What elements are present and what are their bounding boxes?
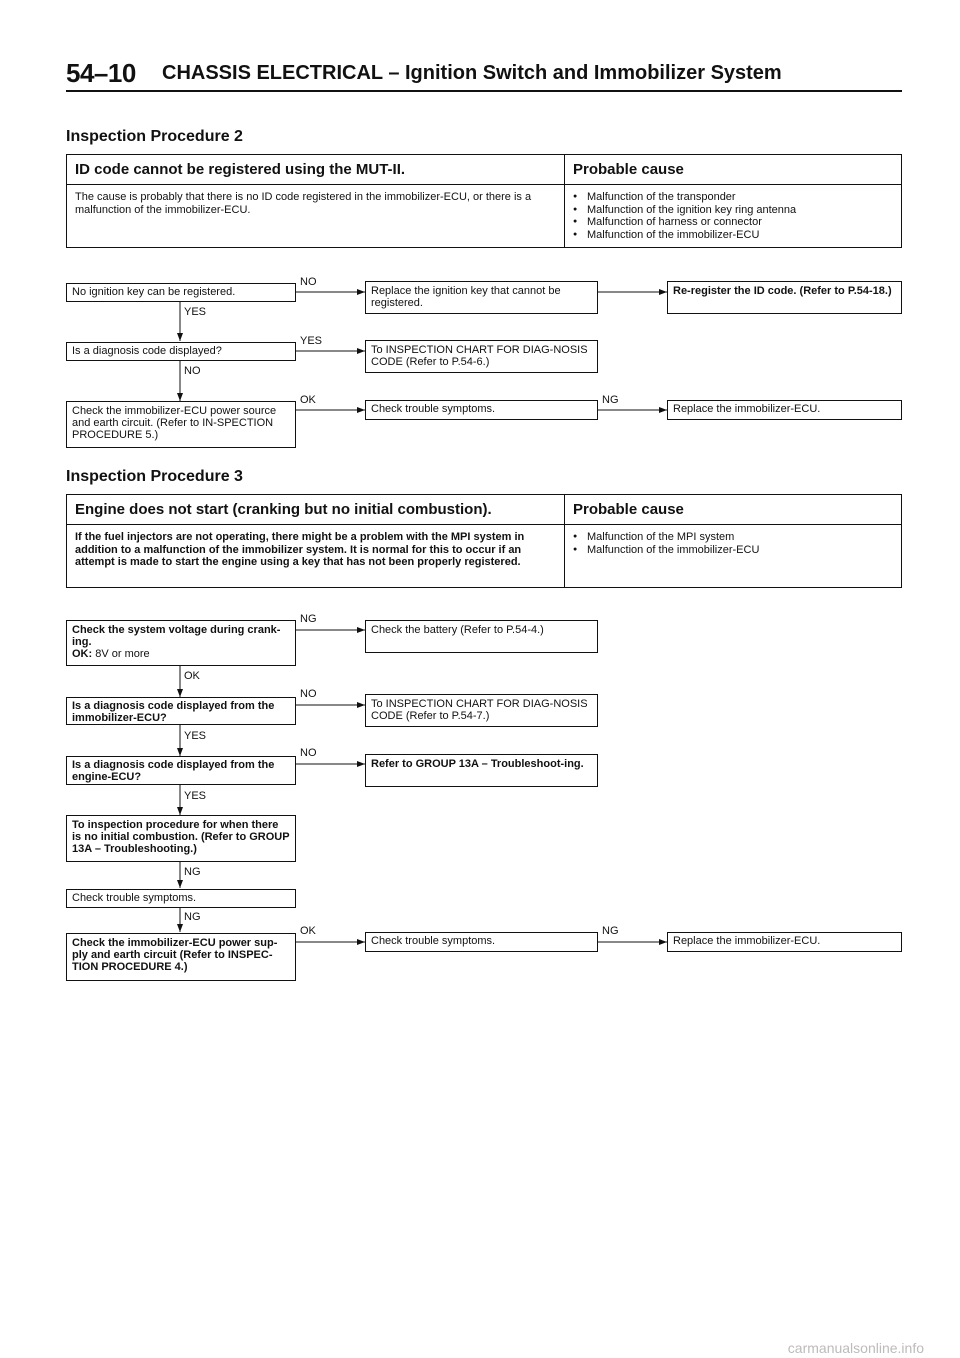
p2-action-replace-key: Replace the ignition key that cannot be registered. <box>365 281 598 314</box>
p3-s1-text: Check the system voltage during crank-ing. <box>72 624 281 648</box>
p2-step-diagnosis-code: Is a diagnosis code displayed? <box>66 342 296 361</box>
list-item: ● Malfunction of the transponder <box>573 191 893 204</box>
p3-s6-ok-label: OK <box>300 925 316 937</box>
p3-action-check-symptoms: Check trouble symptoms. <box>365 932 598 952</box>
procedure-2-table <box>66 154 902 248</box>
p2-step-check-power-source: Check the immobilizer-ECU power source and earth circuit. (Refer to IN-SPECTION PROCEDURE 5.) <box>66 401 296 448</box>
footer-watermark: carmanualsonline.info <box>787 1340 924 1356</box>
p3-s2-yes-label: YES <box>184 730 207 742</box>
p3-s1-ng-label: NG <box>300 613 317 625</box>
p3-s3-no-label: NO <box>300 747 317 759</box>
p3-step-check-system-voltage <box>66 620 296 666</box>
list-item: ● Malfunction of the MPI system <box>573 531 893 544</box>
p3-action-inspection-chart: To INSPECTION CHART FOR DIAG-NOSIS CODE (Refer to P.54-7.) <box>365 694 598 727</box>
p2-action-check-symptoms: Check trouble symptoms. <box>365 400 598 420</box>
list-item: ● Malfunction of the immobilizer-ECU <box>573 229 893 242</box>
p3-s3-yes-label: YES <box>184 790 207 802</box>
p3-step-engine-ecu-code: Is a diagnosis code displayed from the engine-ECU? <box>66 756 296 785</box>
p3-step-check-power-supply: Check the immobilizer-ECU power sup-ply and earth circuit (Refer to INSPEC-TION PROCEDURE 4.) <box>66 933 296 981</box>
procedure-3-heading: Inspection Procedure 3 <box>66 468 243 485</box>
p3-s6-ng-label: NG <box>602 925 619 937</box>
list-item: ● Malfunction of harness or connector <box>573 216 893 229</box>
procedure-2-heading: Inspection Procedure 2 <box>66 128 243 145</box>
p3-s1-ok-prefix: OK: <box>72 648 93 660</box>
procedure-3-table <box>66 494 902 588</box>
p2-q1-yes-label: YES <box>184 306 207 318</box>
p3-s5-ng-label: NG <box>184 911 201 923</box>
probable-cause-header: Probable cause <box>573 161 684 178</box>
p2-q2-yes-label: YES <box>300 335 323 347</box>
page-title: CHASSIS ELECTRICAL – Ignition Switch and Immobilizer System <box>162 62 782 84</box>
p2-final-replace-ecu: Replace the immobilizer-ECU. <box>667 400 902 420</box>
p3-final-replace-ecu: Replace the immobilizer-ECU. <box>667 932 902 952</box>
symptom-title: ID code cannot be registered using the MUT-II. <box>75 161 406 178</box>
page-number: 54–10 <box>66 58 136 88</box>
p2-final-reregister-id: Re-register the ID code. (Refer to P.54-18.) <box>667 281 902 314</box>
p2-step-no-key-registered: No ignition key can be registered. <box>66 283 296 302</box>
p2-action-inspection-chart: To INSPECTION CHART FOR DIAG-NOSIS CODE (Refer to P.54-6.) <box>365 340 598 373</box>
p3-step-no-initial-combustion: To inspection procedure for when there is no initial combustion. (Refer to GROUP 13A – Troubleshooting.) <box>66 815 296 862</box>
probable-cause-list <box>573 531 893 556</box>
p2-q2-no-label: NO <box>184 365 201 377</box>
p3-s4-ng-label: NG <box>184 866 201 878</box>
p3-s1-ok-label: OK <box>184 670 200 682</box>
symptom-description: If the fuel injectors are not operating, there might be a problem with the MPI system in addition to a malfunction of the immobilizer system. It is normal for this to occur if an attempt is made to start the engine using a key that has not been properly registered. <box>75 531 525 568</box>
probable-cause-header: Probable cause <box>573 501 684 518</box>
p2-q3-ok-label: OK <box>300 394 316 406</box>
probable-cause-list <box>573 191 893 242</box>
symptom-title: Engine does not start (cranking but no initial combustion). <box>75 501 492 518</box>
p3-step-immobilizer-code: Is a diagnosis code displayed from the immobilizer-ECU? <box>66 697 296 725</box>
p3-action-refer-group-13a: Refer to GROUP 13A – Troubleshoot-ing. <box>365 754 598 787</box>
p2-q1-no-label: NO <box>300 276 317 288</box>
list-item: ● Malfunction of the ignition key ring antenna <box>573 204 893 217</box>
list-item: ● Malfunction of the immobilizer-ECU <box>573 544 893 557</box>
p2-q3-ng-label: NG <box>602 394 619 406</box>
p3-action-check-battery: Check the battery (Refer to P.54-4.) <box>365 620 598 653</box>
symptom-description: The cause is probably that there is no ID code registered in the immobilizer-ECU, or there is a malfunction of the immobilizer-ECU. <box>75 191 532 216</box>
p3-s1-ok-value: 8V or more <box>95 648 150 660</box>
p3-s2-no-label: NO <box>300 688 317 700</box>
p3-step-check-symptoms: Check trouble symptoms. <box>66 889 296 908</box>
